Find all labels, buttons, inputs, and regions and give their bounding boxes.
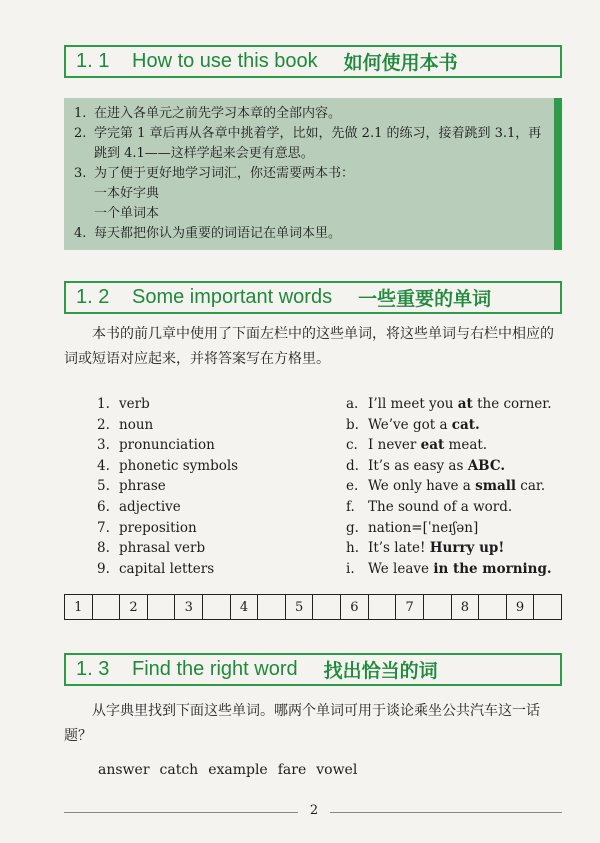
matching-instructions: 本书的前几章中使用了下面左栏中的这些单词，将这些单词与右栏中相应的词或短语对应起来，并将答案写在方格里。 (64, 326, 554, 367)
answer-grid-label: 7 (396, 595, 424, 619)
term-item (97, 415, 327, 436)
example-text: I’ll meet you (368, 396, 458, 412)
example-item (346, 538, 566, 559)
tip-item (74, 224, 544, 244)
tips-list (64, 98, 554, 244)
example-text: It’s as easy as (368, 457, 468, 474)
term-text: phonetic symbols (119, 457, 239, 474)
answer-grid-label: 9 (507, 595, 535, 619)
answer-grid-blank[interactable] (479, 595, 507, 619)
example-item (346, 559, 566, 580)
example-text: We only have a (368, 478, 476, 495)
example-letter: a. (346, 396, 359, 412)
section-title-en: Some important words (132, 286, 333, 308)
example-text: We leave (368, 560, 434, 577)
example-text: I never (368, 437, 421, 454)
example-item (346, 518, 566, 539)
example-bold: small (475, 478, 516, 495)
example-item (346, 415, 566, 436)
term-number: 4. (97, 457, 110, 474)
answer-grid-label: 5 (286, 595, 314, 619)
tip-item (74, 124, 544, 164)
example-text: We’ve got a (368, 416, 452, 433)
tips-box (64, 98, 562, 250)
tip-subitem: 一本好字典 (94, 186, 160, 201)
tip-item (74, 164, 544, 224)
terms-list (97, 394, 327, 579)
answer-grid-blank[interactable] (313, 595, 341, 619)
example-item (346, 394, 566, 415)
tip-text: 为了便于更好地学习词汇，你还需要两本书： (94, 166, 355, 181)
word-list (98, 762, 367, 778)
example-text: nation=[ˈneɪʃən] (368, 519, 479, 536)
answer-grid-label: 8 (452, 595, 480, 619)
example-letter: f. (346, 498, 355, 515)
example-item (346, 456, 566, 477)
term-item (97, 518, 327, 539)
answer-grid-label: 6 (341, 595, 369, 619)
page-number: 2 (309, 803, 319, 818)
example-text: The sound of a word. (368, 498, 513, 515)
term-text: preposition (119, 519, 197, 536)
section-number: 1. 2 (76, 286, 110, 308)
section-header-1-2 (64, 281, 562, 314)
example-letter: h. (346, 540, 359, 557)
section-number: 1. 1 (76, 50, 110, 72)
tip-text: 在进入各单元之前先学习本章的全部内容。 (94, 106, 342, 121)
find-word-instructions: 从字典里找到下面这些单词。哪两个单词可用于谈论乘坐公共汽车这一话题？ (64, 703, 540, 744)
term-number: 6. (97, 498, 110, 515)
example-bold: eat (420, 437, 445, 454)
term-item (97, 394, 327, 415)
section-title-en: How to use this book (132, 50, 318, 72)
term-number: 5. (97, 478, 110, 495)
answer-grid-label: 3 (175, 595, 203, 619)
term-number: 3. (97, 437, 110, 454)
term-text: phrase (119, 478, 166, 495)
answer-grid-blank[interactable] (203, 595, 231, 619)
example-text-end: the corner. (472, 396, 552, 412)
example-bold: in the morning. (433, 560, 552, 577)
term-text: adjective (119, 498, 181, 515)
example-bold: cat. (451, 416, 480, 433)
footer-rule-right (330, 812, 562, 813)
example-letter: g. (346, 519, 359, 536)
term-text: noun (119, 416, 154, 433)
word-item: catch (159, 762, 199, 778)
answer-grid-blank[interactable] (534, 595, 561, 619)
tip-subitem: 一个单词本 (94, 206, 160, 221)
term-item (97, 456, 327, 477)
term-number: 9. (97, 560, 110, 577)
term-text: verb (119, 396, 150, 412)
answer-grid (64, 594, 562, 620)
example-text: It’s late! (368, 540, 430, 557)
footer-rule-left (64, 812, 298, 813)
example-letter: e. (346, 478, 359, 495)
term-item (97, 476, 327, 497)
example-item (346, 497, 566, 518)
example-letter: i. (346, 560, 355, 577)
tip-number: 2. (74, 126, 87, 141)
answer-grid-label: 4 (231, 595, 259, 619)
term-number: 7. (97, 519, 110, 536)
example-text-end: car. (516, 478, 546, 495)
tip-text: 学完第 1 章后再从各章中挑着学，比如，先做 2.1 的练习，接着跳到 3.1，再跳到 4.1——这样学起来会更有意思。 (94, 126, 542, 161)
section-header-1-3 (64, 653, 562, 686)
examples-list (346, 394, 566, 579)
answer-grid-blank[interactable] (369, 595, 397, 619)
section-title-en: Find the right word (132, 658, 298, 680)
tip-number: 1. (74, 106, 87, 121)
answer-grid-label: 2 (120, 595, 148, 619)
answer-grid-blank[interactable] (424, 595, 452, 619)
answer-grid-blank[interactable] (148, 595, 176, 619)
example-bold: ABC. (467, 457, 506, 474)
term-text: phrasal verb (119, 540, 206, 557)
word-item: vowel (316, 762, 358, 778)
section-header-1-1 (64, 45, 562, 78)
section-title-zh: 如何使用本书 (343, 53, 458, 74)
term-text: capital letters (119, 560, 215, 577)
answer-grid-label: 1 (65, 595, 93, 619)
section-number: 1. 3 (76, 658, 110, 680)
word-item: example (208, 762, 268, 778)
example-letter: c. (346, 437, 358, 454)
word-item: answer (98, 762, 150, 778)
term-number: 2. (97, 416, 110, 433)
word-item: fare (277, 762, 307, 778)
page-footer (64, 804, 562, 820)
section-title-zh: 找出恰当的词 (323, 661, 438, 682)
term-text: pronunciation (119, 437, 215, 454)
term-item (97, 497, 327, 518)
tip-number: 4. (74, 226, 87, 241)
term-item (97, 538, 327, 559)
example-letter: b. (346, 416, 359, 433)
section-title-zh: 一些重要的单词 (358, 289, 492, 310)
term-item (97, 559, 327, 580)
term-number: 8. (97, 540, 110, 557)
answer-grid-blank[interactable] (258, 595, 286, 619)
term-number: 1. (97, 396, 110, 412)
term-item (97, 435, 327, 456)
example-text-end: meat. (444, 437, 488, 454)
example-item (346, 476, 566, 497)
answer-grid-blank[interactable] (93, 595, 121, 619)
tip-number: 3. (74, 166, 87, 181)
example-item (346, 435, 566, 456)
tip-item (74, 104, 544, 124)
tip-text: 每天都把你认为重要的词语记在单词本里。 (94, 226, 342, 241)
example-bold: at (457, 396, 473, 412)
example-letter: d. (346, 457, 359, 474)
example-bold: Hurry up! (429, 540, 505, 557)
